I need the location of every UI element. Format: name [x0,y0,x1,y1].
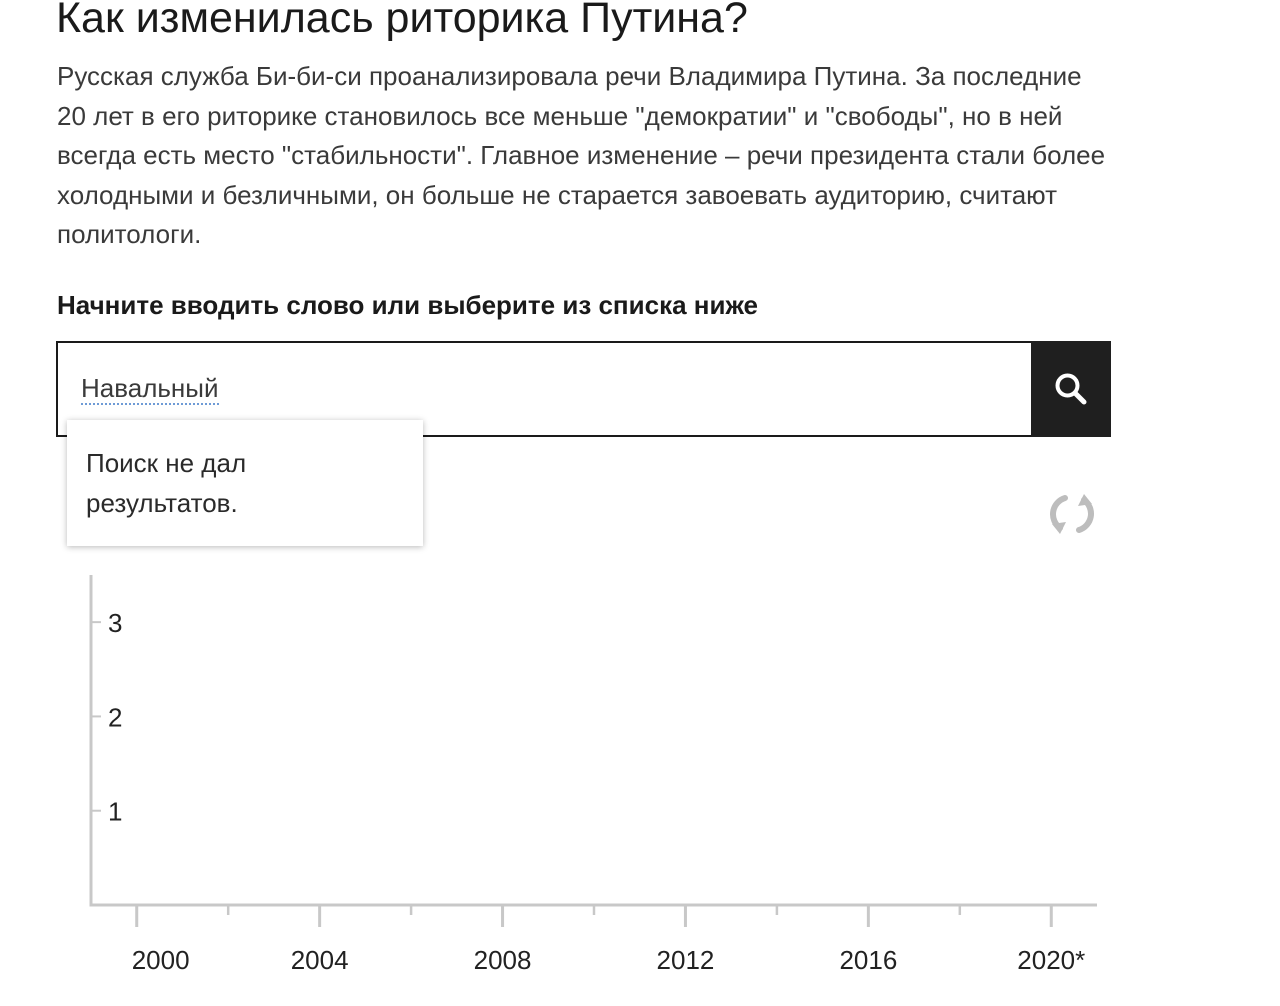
x-tick-label: 2000 [131,945,190,975]
x-tick-label: 2016 [839,945,898,975]
page-title: Как изменилась риторика Путина? [56,0,748,42]
search-input-value[interactable]: Навальный [81,373,219,403]
article-lead: Русская служба Би-би-си проанализировала речи Владимира Путина. За последние 20 лет в его риторике становилось все меньше "демократии" и "свободы", но в ней всегда есть место "стабильности". Главное изменение – речи президента стали более холодными и безличными, он больше не старается завоевать аудиторию, считают политологи. [57,61,1106,249]
search-results-dropdown [67,420,423,546]
x-tick-label: 2012 [656,945,715,975]
search-prompt: Начните вводить слово или выберите из списка ниже [57,290,759,320]
x-tick-label: 2008 [473,945,532,975]
y-tick-label: 2 [108,702,123,733]
x-tick-label: 2020* [1017,945,1086,975]
y-tick-label: 3 [108,608,123,639]
no-results-message: Поиск не дал результатов. [86,448,247,518]
y-tick-label: 1 [108,796,123,827]
x-tick-label: 2004 [290,945,349,975]
